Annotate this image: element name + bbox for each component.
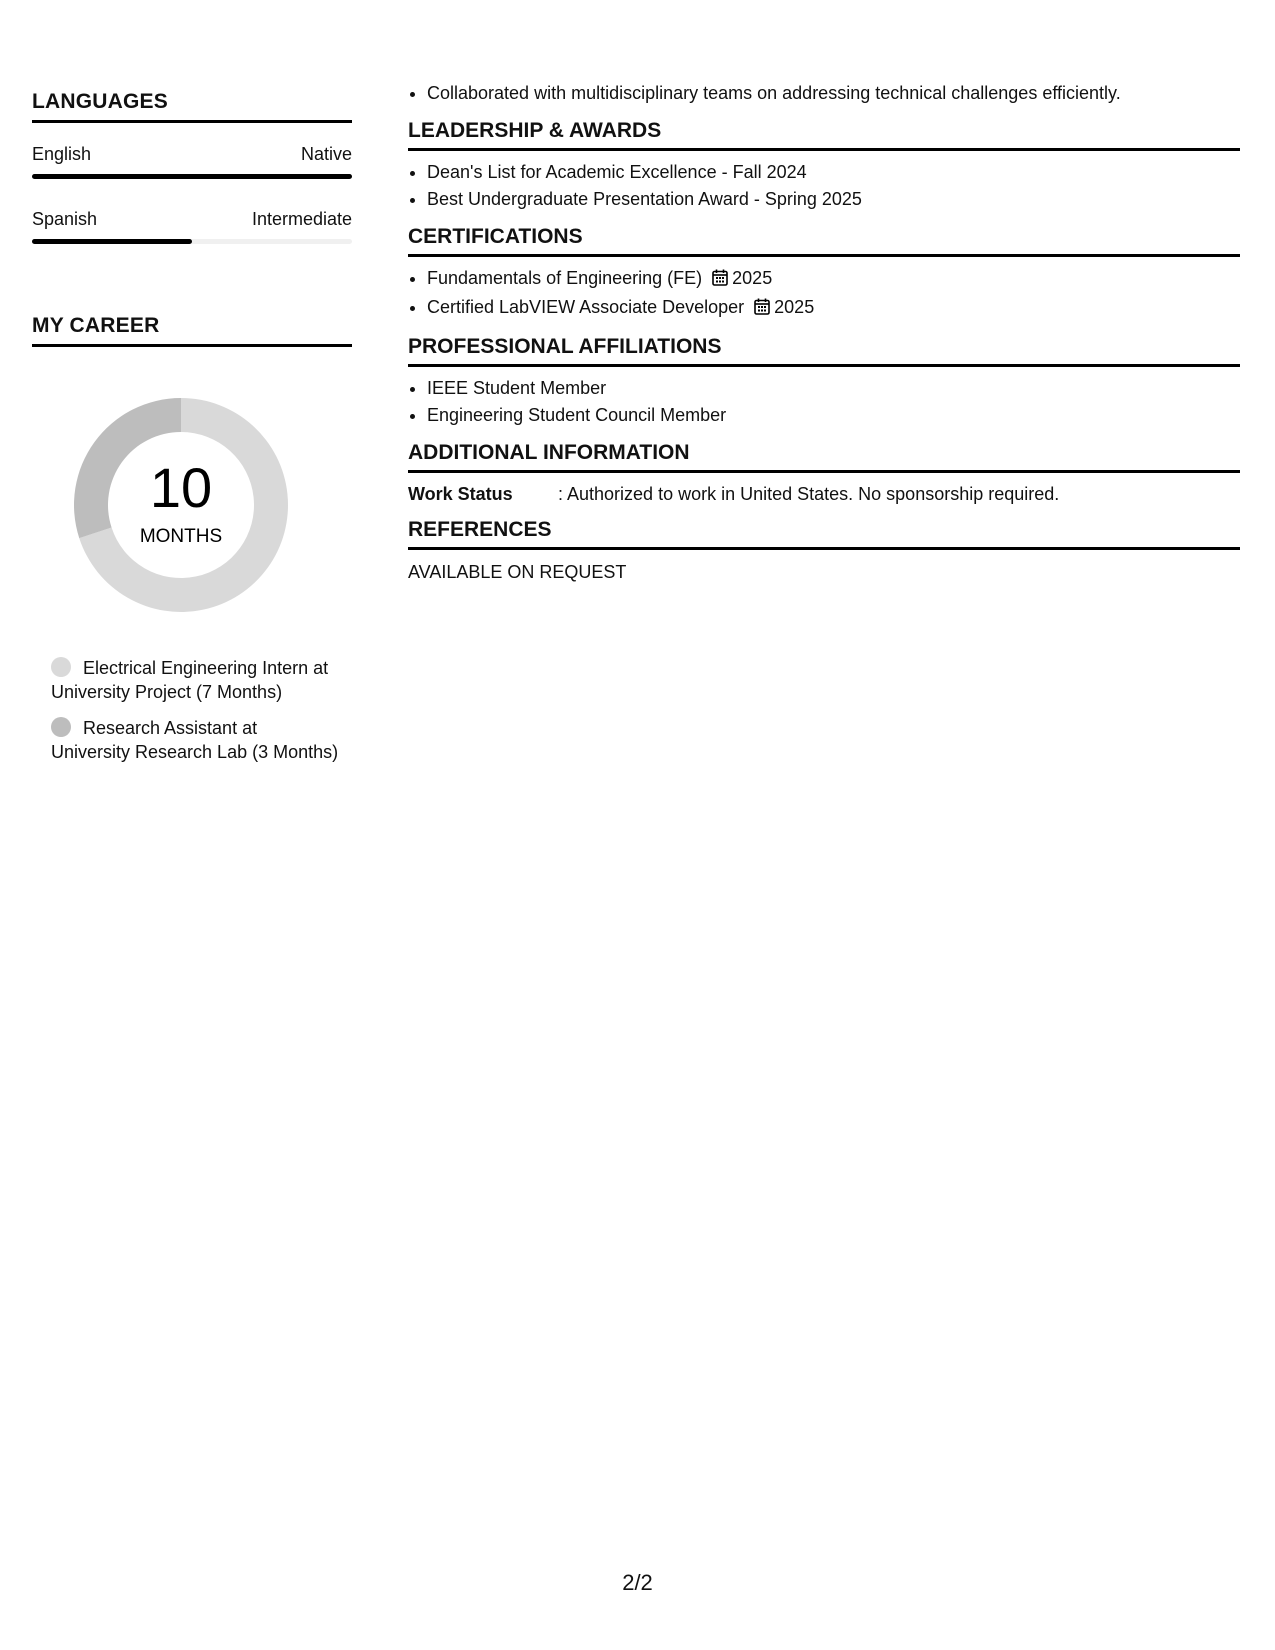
certification-year: 2025 (774, 297, 815, 317)
list-item: • Best Undergraduate Presentation Award - Spring 2025 (427, 186, 1240, 213)
certifications-list (408, 265, 1240, 323)
legend-dot (51, 657, 71, 677)
languages-title: LANGUAGES (32, 90, 352, 123)
work-status-label: Work Status (408, 484, 513, 504)
experience-bullets (408, 80, 1240, 107)
career-legend-item (51, 656, 341, 704)
certification-name: Fundamentals of Engineering (FE) (427, 268, 703, 288)
leadership-list (408, 159, 1240, 213)
left-column (32, 90, 352, 776)
career-total-number: 10 (149, 456, 213, 519)
affiliations-title: PROFESSIONAL AFFILIATIONS (408, 335, 1240, 367)
certifications-title: CERTIFICATIONS (408, 225, 1240, 257)
affiliations-section (408, 335, 1240, 429)
calendar-icon (712, 267, 728, 294)
additional-info-section (408, 441, 1240, 506)
language-name: English (32, 144, 92, 164)
work-status-value: : Authorized to work in United States. No sponsorship required. (558, 484, 1060, 504)
language-proficiency-bar (32, 239, 352, 244)
list-item (427, 294, 1240, 323)
legend-label: Research Assistant at University Research Lab (3 Months) (51, 718, 339, 762)
language-proficiency-fill (32, 239, 192, 244)
language-level: Intermediate (251, 209, 352, 229)
leadership-section (408, 119, 1240, 213)
language-item-spanish (32, 208, 352, 244)
references-section (408, 518, 1240, 584)
leadership-title: LEADERSHIP & AWARDS (408, 119, 1240, 151)
career-title: MY CAREER (32, 314, 352, 347)
career-total-unit: MONTHS (139, 526, 223, 547)
language-proficiency-bar (32, 174, 352, 179)
career-legend (51, 656, 341, 764)
language-name: Spanish (32, 209, 98, 229)
affiliations-list (408, 375, 1240, 429)
career-section (32, 314, 352, 764)
languages-section (32, 90, 352, 244)
references-title: REFERENCES (408, 518, 1240, 550)
page-number: 2/2 (622, 1570, 653, 1595)
language-level: Native (300, 144, 352, 164)
career-legend-item (51, 716, 341, 764)
right-column (408, 80, 1240, 584)
work-status-row (408, 482, 1240, 506)
list-item (427, 265, 1240, 294)
list-item: • IEEE Student Member (427, 375, 1240, 402)
additional-info-title: ADDITIONAL INFORMATION (408, 441, 1240, 473)
references-text: AVAILABLE ON REQUEST (408, 562, 627, 582)
calendar-icon (754, 296, 770, 323)
certification-year: 2025 (732, 268, 773, 288)
career-donut-chart (66, 390, 296, 620)
list-item: • Dean's List for Academic Excellence - Fall 2024 (427, 159, 1240, 186)
list-item: • Collaborated with multidisciplinary teams on addressing technical challenges efficiently. (427, 80, 1240, 107)
language-proficiency-fill (32, 174, 352, 179)
language-item-english (32, 143, 352, 179)
list-item: • Engineering Student Council Member (427, 402, 1240, 429)
certification-name: Certified LabVIEW Associate Developer (427, 297, 745, 317)
legend-dot (51, 717, 71, 737)
certifications-section (408, 225, 1240, 323)
legend-label: Electrical Engineering Intern at University Project (7 Months) (51, 658, 329, 702)
